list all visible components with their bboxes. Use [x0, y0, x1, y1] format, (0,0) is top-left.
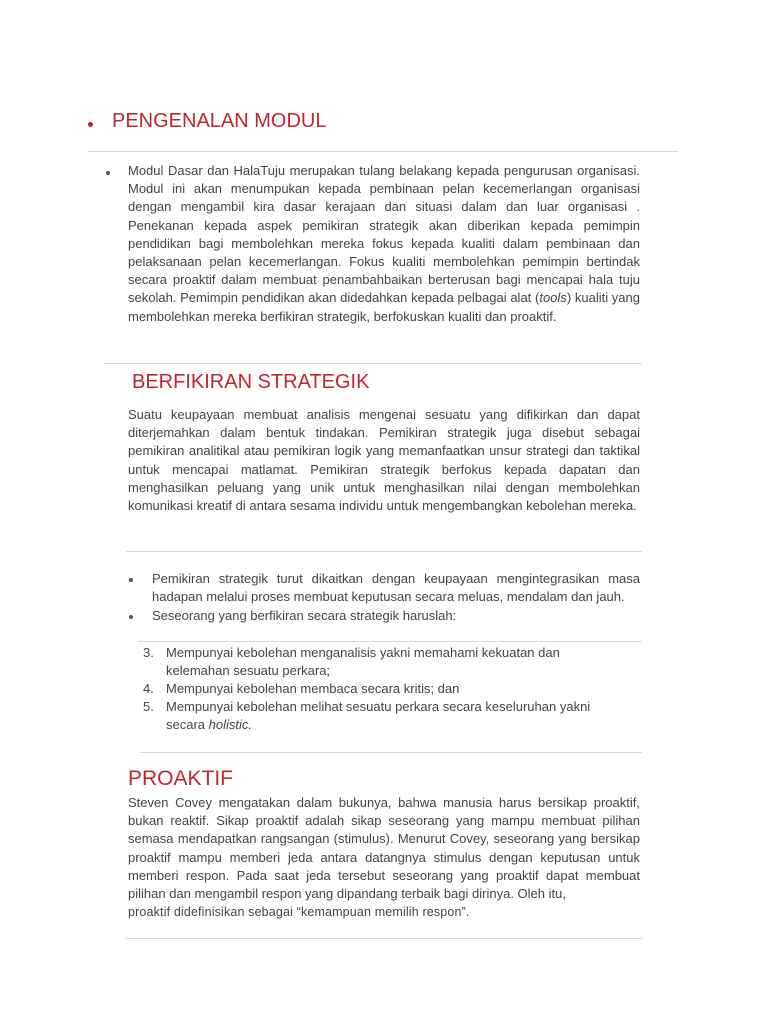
list-item: Mempunyai kebolehan melihat sesuatu perkara secara keseluruhan yakni secara holistic. — [166, 699, 591, 733]
list-item: Mempunyai kebolehan menganalisis yakni memahami kekuatan dan kelemahan sesuatu perkara; — [166, 645, 560, 679]
proaktif-text: Steven Covey mengatakan dalam bukunya, bahwa manusia harus bersikap proaktif, bukan reaktif. Sikap proaktif adalah sikap seseorang yang mampu membuat pilihan semasa mendapatkan rangsangan (stimulus). Menurut Covey, seseorang yang bersikap proaktif mampu memberi jeda antara datangnya stimulus dengan keputusan untuk memberi respon. Pada saat jeda tersebut seseorang yang proaktif dapat membuat pilihan dan mengambil respon yang dipandang terbaik bagi dirinya. Oleh itu, — [128, 795, 640, 902]
list-number: 5. — [143, 699, 154, 714]
strategik-heading: BERFIKIRAN STRATEGIK — [132, 371, 370, 393]
strategik-bullet: Pemikiran strategik turut dikaitkan dengan keupayaan mengintegrasikan masa hadapan melalui proses membuat keputusan secara meluas, mendalam dan jauh. — [152, 571, 640, 605]
strategik-bullet: Seseorang yang berfikiran secara strategik haruslah: — [152, 608, 457, 623]
bullet-icon — [129, 615, 133, 619]
intro-paragraph — [128, 162, 640, 326]
proaktif-paragraph — [128, 794, 640, 921]
divider — [140, 752, 642, 753]
list-number: 3. — [143, 645, 154, 660]
proaktif-heading: PROAKTIF — [128, 767, 234, 790]
proaktif-last-line: proaktif didefinisikan sebagai “kemampuan memilih respon”. — [128, 905, 470, 920]
bullet-icon — [129, 578, 133, 582]
intro-text-italic: tools — [539, 290, 567, 306]
list-item: Mempunyai kebolehan membaca secara kritis; dan — [166, 681, 460, 696]
list-number: 4. — [143, 681, 154, 696]
divider — [88, 151, 678, 152]
heading-bullet-icon — [88, 122, 93, 127]
divider — [104, 363, 642, 364]
intro-text-end: ) kualiti yang membolehkan mereka berfikiran strategik, berfokuskan kualiti dan proaktif. — [128, 290, 640, 324]
intro-text: Modul Dasar dan HalaTuju merupakan tulang belakang kepada pengurusan organisasi. Modul ini akan menumpukan kepada pembinaan pelan kecemerlangan organisasi dengan mengambil kira dasar kerajaan dan situasi dalam dan luar organisasi . Penekanan kepada aspek pemikiran strategik akan diberikan kepada pemimpin pendidikan bagi membolehkan mereka fokus kepada kualiti dalam pembinaan dan pelaksanaan pelan kecemerlangan. Fokus kualiti membolehkan pemimpin bertindak secara proaktif dalam membuat penambahbaikan berterusan bagi mencapai hala tuju sekolah. Pemimpin pendidikan akan didedahkan kepada pelbagai alat ( — [128, 163, 640, 306]
divider — [126, 551, 642, 552]
divider — [126, 938, 642, 939]
intro-heading: PENGENALAN MODUL — [112, 110, 327, 132]
divider — [138, 641, 642, 642]
strategik-paragraph — [128, 406, 640, 515]
bullet-icon — [106, 171, 110, 175]
strategik-text: Suatu keupayaan membuat analisis mengenai sesuatu yang difikirkan dan dapat diterjemahkan dalam bentuk tindakan. Pemikiran strategik juga disebut sebagai pemikiran analitikal atau pemikiran logik yang memanfaatkan unsur strategi dan taktikal untuk mencapai matlamat. Pemikiran strategik berfokus kepada dapatan dan menghasilkan peluang yang unik untuk menghasilkan nilai dengan membolehkan komunikasi kreatif di antara sesama individu untuk mengembangkan kebolehan mereka. — [128, 407, 640, 514]
